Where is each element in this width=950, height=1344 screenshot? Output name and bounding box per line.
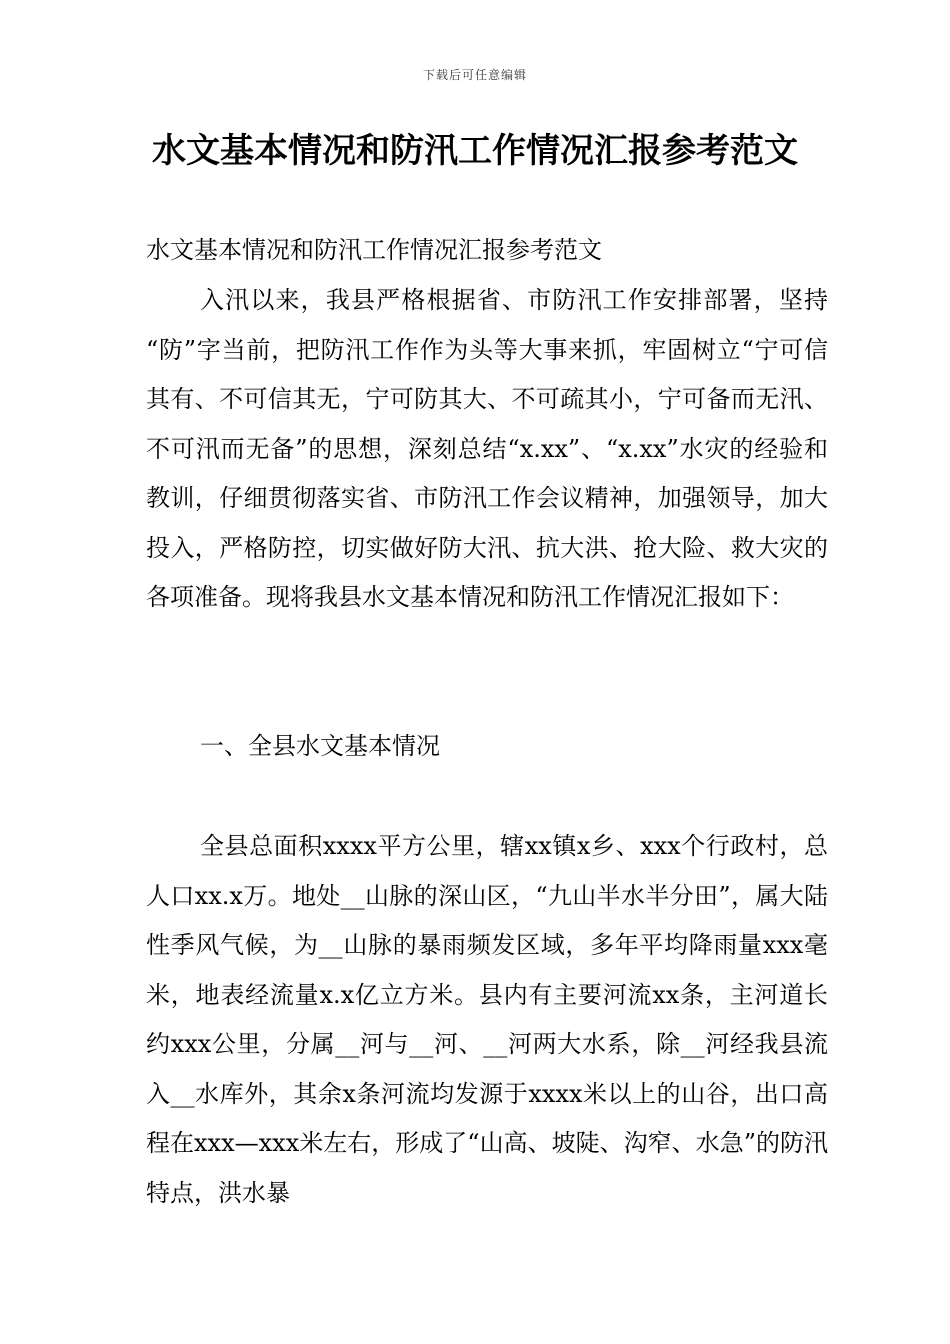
paragraph-intro: 入汛以来，我县严格根据省、市防汛工作安排部署，坚持 “防”字当前，把防汛工作作为头等大事来抓，牢固树立“宁可信其有、不可信其无，宁可防其大、不可疏其小，宁可备而无汛、不可汛而无备”的思想，深刻总结“x.xx”、“x.xx”水灾的经验和教训，仔细贯彻落实省、市防汛工作会议精神，加强领导，加大投入，严格防控，切实做好防大汛、抗大洪、抢大险、救大灾的各项准备。现将我县水文基本情况和防汛工作情况汇报如下： (146, 286, 828, 611)
document-title: 水文基本情况和防汛工作情况汇报参考范文 (152, 131, 798, 171)
document-subtitle: 水文基本情况和防汛工作情况汇报参考范文 (146, 236, 602, 264)
section-heading-1: 一、全县水文基本情况 (200, 732, 440, 760)
paragraph-hydrology: 全县总面积xxxx平方公里，辖xx镇x乡、xxx个行政村，总人口xx.x万。地处__山脉的深山区，“九山半水半分田”，属大陆性季风气候，为__山脉的暴雨频发区域，多年平均降雨量xxx毫米，地表经流量x.x亿立方米。县内有主要河流xx条，主河道长约xxx公里，分属__河与__河、__河两大水系，除__河经我县流入__水库外，其余x条河流均发源于xxxx米以上的山谷，出口高程在xxx—xxx米左右，形成了“山高、坡陡、沟窄、水急”的防汛特点，洪水暴 (146, 832, 828, 1207)
header-note: 下载后可任意编辑 (422, 68, 527, 82)
